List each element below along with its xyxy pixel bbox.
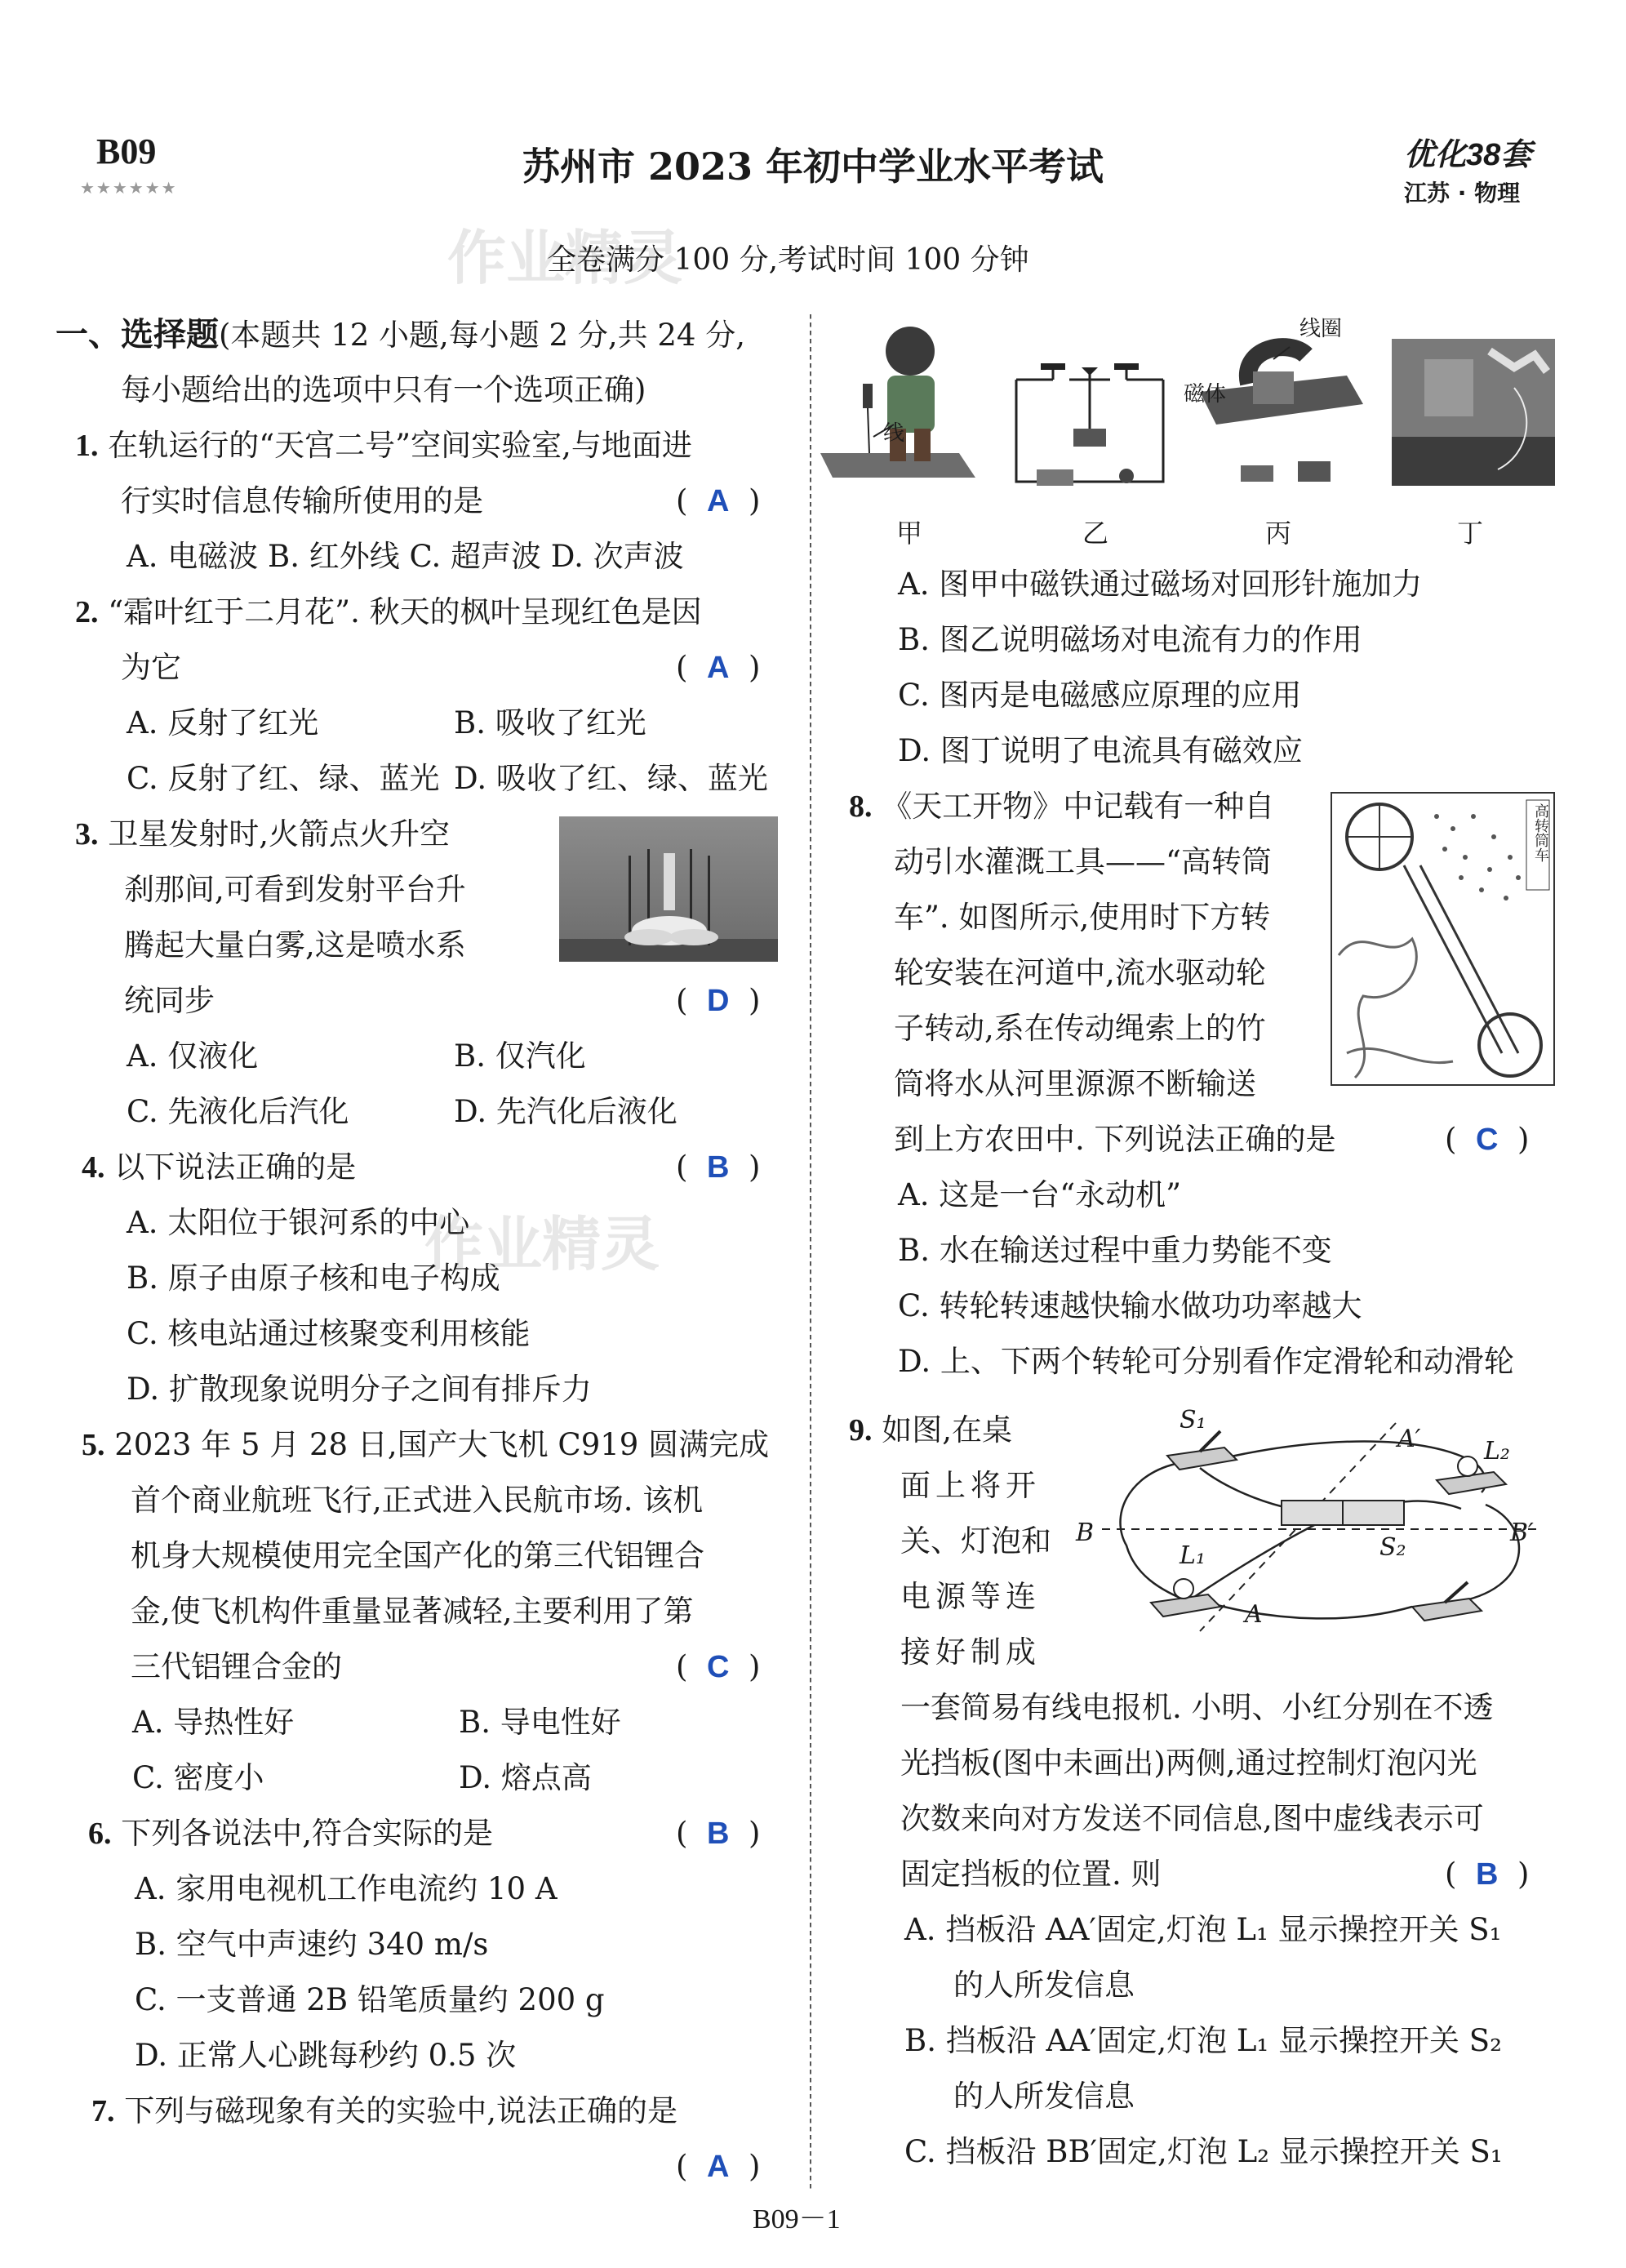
q4-line1	[82, 1140, 356, 1195]
q2-answer-value: A	[706, 651, 730, 685]
q5-stem-2: 首个商业航班飞行,正式进入民航市场. 该机	[131, 1483, 704, 1518]
q3-line1	[75, 807, 450, 862]
q9-option-b-2: 的人所发信息	[953, 2079, 1135, 2114]
q9-stem-4: 电源等连	[900, 1579, 1041, 1614]
q7-label-line: 线	[883, 421, 905, 446]
q8-stem-5: 子转动,系在传动绳索上的竹	[894, 1011, 1266, 1046]
q5-answer-value: C	[706, 1650, 730, 1684]
column-divider	[810, 314, 811, 2192]
q9-line1	[849, 1403, 1012, 1458]
q9-option-b-1: B. 挡板沿 AA′固定,灯泡 L₁ 显示操控开关 S₂	[904, 2023, 1502, 2058]
q9-label-b: B	[1076, 1519, 1095, 1547]
q5-line1	[82, 1417, 769, 1473]
q9-answer-value: B	[1475, 1857, 1499, 1892]
q7-line1	[91, 2083, 678, 2139]
q1-line1	[75, 418, 692, 474]
q8-option-d: D. 上、下两个转轮可分别看作定滑轮和动滑轮	[898, 1344, 1514, 1379]
q1-stem-1: 在轨运行的“天宫二号”空间实验室,与地面进	[108, 428, 692, 463]
q7-caption-bing: 丙	[1265, 518, 1292, 549]
q4-option-d: D. 扩散现象说明分子之间有排斥力	[127, 1372, 592, 1407]
q7-option-d: D. 图丁说明了电流具有磁效应	[898, 733, 1303, 768]
q4-answer-value: B	[706, 1150, 730, 1185]
q9-stem-7: 光挡板(图中未画出)两侧,通过控制灯泡闪光	[900, 1745, 1477, 1781]
q2-number: 2.	[75, 595, 99, 629]
q5-stem-5: 三代铝锂合金的	[131, 1649, 342, 1684]
q9-label-b2: B′	[1510, 1519, 1534, 1547]
q2-option-d: D. 吸收了红、绿、蓝光	[454, 761, 768, 796]
q7-option-c: C. 图丙是电磁感应原理的应用	[898, 678, 1302, 713]
q8-option-a: A. 这是一台“永动机”	[898, 1177, 1182, 1212]
q2-line1	[75, 585, 702, 640]
q3-stem-4: 统同步	[124, 983, 215, 1018]
q8-stem-2: 动引水灌溉工具——“高转筒	[894, 844, 1272, 879]
q9-stem-8: 次数来向对方发送不同信息,图中虚线表示可	[900, 1801, 1484, 1836]
q3-stem-2: 刹那间,可看到发射平台升	[124, 872, 466, 907]
q9-label-l2: L₂	[1484, 1437, 1510, 1465]
q6-option-a: A. 家用电视机工作电流约 10 A	[135, 1871, 558, 1906]
q1-options: A. 电磁波 B. 红外线 C. 超声波 D. 次声波	[127, 539, 684, 574]
q2-option-c: C. 反射了红、绿、蓝光	[127, 761, 440, 796]
q5-stem-4: 金,使飞机构件重量显著减轻,主要利用了第	[131, 1594, 694, 1629]
q6-answer: ( B )	[676, 1816, 761, 1851]
q7-figure-ding	[1392, 339, 1555, 486]
section-heading	[56, 307, 745, 363]
q3-stem-3: 腾起大量白雾,这是喷水系	[124, 927, 466, 963]
q6-answer-value: B	[706, 1817, 730, 1851]
q5-option-a: A. 导热性好	[132, 1705, 295, 1740]
q3-number: 3.	[75, 817, 99, 852]
q1-answer-value: A	[706, 484, 730, 518]
q8-option-c: C. 转轮转速越快输水做功功率越大	[898, 1288, 1362, 1323]
q3-answer-value: D	[706, 984, 730, 1018]
q9-label-a2: A′	[1397, 1425, 1421, 1453]
q7-stem-1: 下列与磁现象有关的实验中,说法正确的是	[124, 2093, 678, 2128]
q1-number: 1.	[75, 429, 99, 463]
q2-option-b: B. 吸收了红光	[454, 705, 646, 740]
q6-number: 6.	[88, 1817, 112, 1851]
q3-option-a: A. 仅液化	[127, 1038, 259, 1074]
q9-stem-9: 固定挡板的位置. 则	[900, 1857, 1162, 1892]
q7-caption-yi: 乙	[1082, 518, 1109, 549]
q9-stem-3: 关、灯泡和	[900, 1523, 1051, 1559]
q6-option-c: C. 一支普通 2B 铅笔质量约 200 g	[135, 1982, 605, 2017]
q9-stem-5: 接好制成	[900, 1634, 1041, 1670]
q9-stem-2: 面上将开	[900, 1468, 1041, 1503]
q7-label-coil: 线圈	[1299, 317, 1343, 341]
star-decoration-icon: ★★★★★★	[80, 178, 178, 198]
brand-logo	[1404, 129, 1531, 208]
section-title: 一、选择题	[56, 315, 219, 354]
q8-waterwheel-illustration	[1331, 792, 1555, 1086]
q1-answer: ( A )	[676, 483, 761, 518]
q3-option-b: B. 仅汽化	[454, 1038, 586, 1074]
q2-answer: ( A )	[676, 650, 761, 685]
q7-caption-jia: 甲	[896, 518, 923, 549]
q8-option-b: B. 水在输送过程中重力势能不变	[898, 1233, 1332, 1268]
q4-option-a: A. 太阳位于银河系的中心	[127, 1205, 470, 1240]
q9-stem-6: 一套简易有线电报机. 小明、小红分别在不透	[900, 1690, 1494, 1725]
q9-label-l1: L₁	[1180, 1541, 1206, 1570]
q7-figure-jia	[812, 314, 992, 490]
brand-bottom: 江苏 · 物理	[1404, 180, 1521, 207]
q7-caption-ding: 丁	[1457, 518, 1484, 549]
q8-line1	[849, 779, 1274, 834]
page-title: 苏州市 2023 年初中学业水平考试	[522, 145, 1104, 189]
page-number: B09－1	[753, 2204, 841, 2235]
q5-number: 5.	[82, 1428, 105, 1462]
q9-label-a: A	[1245, 1600, 1263, 1629]
q3-option-d: D. 先汽化后液化	[454, 1094, 678, 1129]
q4-stem-1: 以下说法正确的是	[114, 1150, 357, 1185]
q9-label-s1: S₁	[1180, 1406, 1206, 1434]
brand-top: 优化38套	[1404, 138, 1532, 172]
q7-figure-yi	[1004, 347, 1175, 486]
exam-subtitle: 全卷满分 100 分,考试时间 100 分钟	[547, 243, 1029, 277]
q9-option-a-1: A. 挡板沿 AA′固定,灯泡 L₁ 显示操控开关 S₁	[904, 1912, 1502, 1947]
q7-option-b: B. 图乙说明磁场对电流有力的作用	[898, 622, 1362, 657]
q7-number: 7.	[91, 2094, 115, 2128]
q8-figure-label: 高转筒车	[1532, 803, 1549, 862]
q5-option-c: C. 密度小	[132, 1760, 264, 1795]
q6-option-d: D. 正常人心跳每秒约 0.5 次	[135, 2038, 517, 2073]
watermark-2: 作业精灵	[424, 1210, 660, 1279]
section-desc-1: (本题共 12 小题,每小题 2 分,共 24 分,	[219, 318, 745, 353]
q6-option-b: B. 空气中声速约 340 m/s	[135, 1927, 489, 1962]
q7-option-a: A. 图甲中磁铁通过磁场对回形针施加力	[898, 567, 1423, 602]
q7-label-magnet: 磁体	[1184, 382, 1227, 407]
q8-answer: ( C )	[1445, 1122, 1530, 1157]
q9-stem-1: 如图,在桌	[882, 1412, 1013, 1448]
q5-answer: ( C )	[676, 1649, 761, 1684]
q4-answer: ( B )	[676, 1150, 761, 1185]
watermark: 作业精灵	[447, 224, 683, 292]
q9-answer: ( B )	[1445, 1857, 1530, 1892]
q8-stem-7: 到上方农田中. 下列说法正确的是	[894, 1122, 1336, 1157]
q5-option-b: B. 导电性好	[459, 1705, 621, 1740]
q2-stem-1: “霜叶红于二月花”. 秋天的枫叶呈现红色是因	[108, 594, 702, 629]
q2-option-a: A. 反射了红光	[127, 705, 319, 740]
q7-answer-value: A	[706, 2150, 730, 2184]
q3-stem-1: 卫星发射时,火箭点火升空	[108, 816, 451, 852]
q1-stem-2: 行实时信息传输所使用的是	[121, 483, 483, 518]
q9-option-c-1: C. 挡板沿 BB′固定,灯泡 L₂ 显示操控开关 S₁	[904, 2134, 1503, 2169]
q4-option-c: C. 核电站通过核聚变利用核能	[127, 1316, 531, 1351]
paper-code: B09	[96, 131, 157, 171]
q4-number: 4.	[82, 1150, 105, 1185]
q5-stem-3: 机身大规模使用完全国产化的第三代铝锂合	[131, 1538, 704, 1573]
q6-stem-1: 下列各说法中,符合实际的是	[121, 1816, 494, 1851]
q9-option-a-2: 的人所发信息	[953, 1968, 1135, 2003]
q3-option-c: C. 先液化后汽化	[127, 1094, 349, 1129]
q2-stem-2: 为它	[121, 650, 181, 685]
q6-line1	[88, 1806, 493, 1861]
q5-option-d: D. 熔点高	[459, 1760, 592, 1795]
q9-label-s2: S₂	[1379, 1533, 1406, 1562]
q4-option-b: B. 原子由原子核和电子构成	[127, 1261, 500, 1296]
q3-answer: ( D )	[676, 983, 761, 1018]
q8-stem-6: 筒将水从河里源源不断输送	[894, 1066, 1256, 1101]
q8-number: 8.	[849, 789, 873, 824]
q8-stem-3: 车”. 如图所示,使用时下方转	[894, 900, 1271, 935]
section-desc-2: 每小题给出的选项中只有一个选项正确)	[121, 372, 646, 407]
q8-stem-1: 《天工开物》中记载有一种自	[882, 789, 1275, 824]
q9-number: 9.	[849, 1413, 873, 1448]
q8-stem-4: 轮安装在河道中,流水驱动轮	[894, 955, 1266, 990]
rocket-launch-photo	[559, 816, 778, 962]
q7-answer: ( A )	[676, 2149, 761, 2184]
q8-answer-value: C	[1475, 1123, 1499, 1157]
q5-stem-1: 2023 年 5 月 28 日,国产大飞机 C919 圆满完成	[114, 1427, 770, 1462]
